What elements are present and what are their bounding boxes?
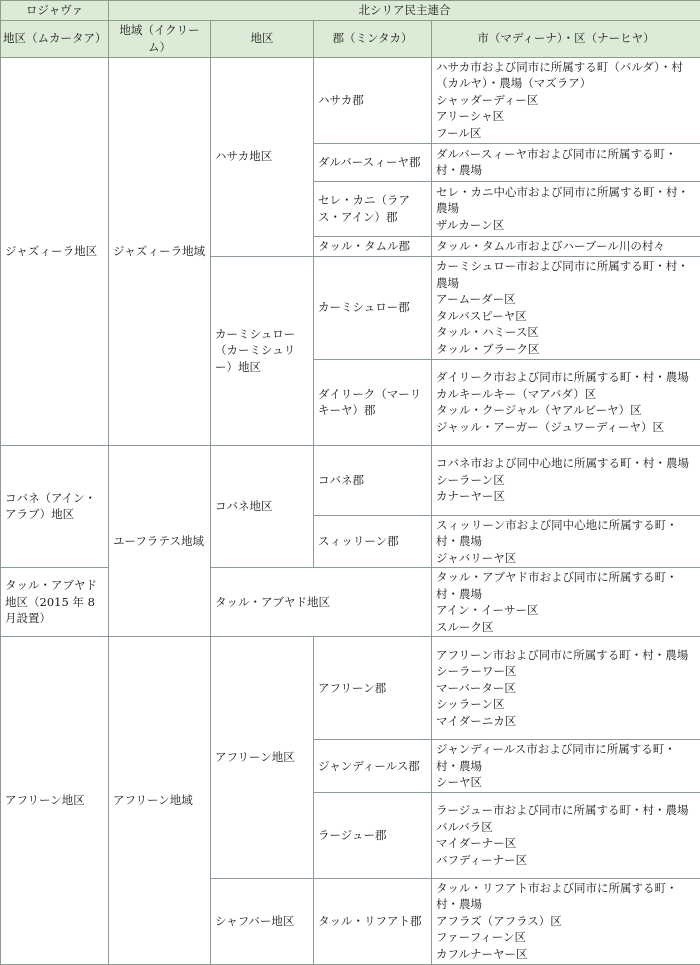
district-shahba: シャフバー地区: [211, 878, 314, 964]
region-jazira: ジャズィーラ地域: [109, 57, 211, 445]
county-tal-tamr: タッル・タムル郡: [314, 236, 432, 256]
city-item: カフルナーヤー区: [436, 946, 696, 963]
county-kobane: コバネ郡: [314, 445, 432, 515]
city-item: スルーク区: [436, 619, 696, 636]
city-item: ジャバリーヤ区: [436, 550, 696, 567]
cities-tal-tamr: [432, 236, 700, 256]
city-item: ダルバースィーヤ市および同市に所属する町・村・農場: [436, 146, 696, 179]
city-item: タッル・リフアト市および同市に所属する町・村・農場: [436, 880, 696, 913]
county-afrin: アフリーン郡: [314, 637, 432, 740]
header-county-mintaqa: 郡（ミンタカ）: [314, 20, 432, 57]
city-item: アフリーン市および同市に所属する町・村・農場: [436, 647, 696, 664]
cities-serekaniye: [432, 181, 700, 236]
city-item: タルバスピーヤ区: [436, 308, 696, 325]
district-afrin: アフリーン地区: [211, 637, 314, 879]
city-item: カーミシュロー市および同市に所属する町・村・農場: [436, 258, 696, 291]
header-region-iklim: 地域（イクリーム）: [109, 20, 211, 57]
district-qamishli: カーミシュロー（カーミシュリー）地区: [211, 256, 314, 445]
city-item: シッラーン区: [436, 696, 696, 713]
city-item: コバネ市および同中心地に所属する町・村・農場: [436, 455, 696, 472]
city-item: ダイリーク市および同市に所属する町・村・農場: [436, 369, 696, 386]
city-item: カナーヤー区: [436, 488, 696, 505]
cities-tal-abyad: [432, 568, 700, 637]
city-item: シーヤ区: [436, 774, 696, 791]
county-derik: ダイリーク（マーリキーヤ）郡: [314, 359, 432, 445]
region-afrin: アフリーン地域: [109, 637, 211, 965]
rojava-district-kobane: コバネ（アイン・アラブ）地区: [1, 445, 109, 568]
table-row: [1, 57, 700, 143]
city-item: ザルカーン区: [436, 217, 696, 234]
cities-tal-rifaat: [432, 878, 700, 964]
header-district-mukataa: 地区（ムカータア）: [1, 20, 109, 57]
city-item: タッル・タムル市およびハーブール川の村々: [436, 238, 696, 255]
city-item: シーラーワー区: [436, 663, 696, 680]
county-darbasiyah: ダルバースィーヤ郡: [314, 143, 432, 181]
city-item: アームーダー区: [436, 291, 696, 308]
cities-derik: [432, 359, 700, 445]
cities-darbasiyah: [432, 143, 700, 181]
city-item: タッル・ブラーク区: [436, 341, 696, 358]
rojava-district-afrin: アフリーン地区: [1, 637, 109, 965]
city-item: スィッリーン市および同中心地に所属する町・村・農場: [436, 517, 696, 550]
district-kobane: コバネ地区: [211, 445, 314, 568]
city-item: フール区: [436, 125, 696, 142]
region-euphrates: ユーフラテス地域: [109, 445, 211, 637]
header-district: 地区: [211, 20, 314, 57]
district-hasaka: ハサカ地区: [211, 57, 314, 256]
city-item: タッル・ハミース区: [436, 324, 696, 341]
cities-qamishli: [432, 256, 700, 359]
header-rojava: ロジャヴァ: [1, 1, 109, 21]
county-jindires: ジャンディールス郡: [314, 740, 432, 793]
city-item: アフラズ（アフラス）区: [436, 913, 696, 930]
city-item: ジャッル・アーガー（ジュワーディーヤ）区: [436, 419, 696, 436]
city-item: シャッダーディー区: [436, 92, 696, 109]
city-item: ハサカ市および同市に所属する町（バルダ）・村（カルヤ）・農場（マズラア）: [436, 59, 696, 92]
cities-rajo: [432, 792, 700, 878]
cities-hasaka: [432, 57, 700, 143]
city-item: タッル・クージャル（ヤアルビーヤ）区: [436, 402, 696, 419]
city-item: シーラーン区: [436, 472, 696, 489]
city-item: カルキールキー（マアバダ）区: [436, 386, 696, 403]
table-row: [1, 637, 700, 740]
city-item: バフディーナー区: [436, 852, 696, 869]
city-item: ファーフィーン区: [436, 929, 696, 946]
city-item: マイダーニカ区: [436, 713, 696, 730]
city-item: バルバラ区: [436, 819, 696, 836]
county-tal-rifaat: タッル・リフアト郡: [314, 878, 432, 964]
table-row: [1, 445, 700, 515]
cities-jindires: [432, 740, 700, 793]
header-row-top: [1, 1, 700, 21]
county-rajo: ラージュー郡: [314, 792, 432, 878]
city-item: ラージュー市および同市に所属する町・村・農場: [436, 802, 696, 819]
cities-afrin: [432, 637, 700, 740]
county-hasaka: ハサカ郡: [314, 57, 432, 143]
cities-sarrin: [432, 515, 700, 568]
city-item: タッル・アブヤド市および同市に所属する町・村・農場: [436, 569, 696, 602]
header-north-syria: 北シリア民主連合: [109, 1, 700, 21]
header-city-subdistrict: 市（マディーナ）・区（ナーヒヤ）: [432, 20, 700, 57]
rojava-district-jazira: ジャズィーラ地区: [1, 57, 109, 445]
district-tal-abyad: タッル・アブヤド地区: [211, 568, 432, 637]
rojava-district-tal-abyad: タッル・アブヤド地区（2015 年 8 月設置）: [1, 568, 109, 637]
city-item: マイダーナー区: [436, 835, 696, 852]
city-item: アリーシャ区: [436, 108, 696, 125]
header-row-columns: [1, 20, 700, 57]
county-qamishli: カーミシュロー郡: [314, 256, 432, 359]
cities-kobane: [432, 445, 700, 515]
city-item: ジャンディールス市および同市に所属する町・村・農場: [436, 741, 696, 774]
county-sarrin: スィッリーン郡: [314, 515, 432, 568]
city-item: マーバーター区: [436, 680, 696, 697]
city-item: アイン・イーサー区: [436, 602, 696, 619]
table-row: [1, 568, 700, 637]
county-serekaniye: セレ・カニ（ラアス・アイン）郡: [314, 181, 432, 236]
city-item: セレ・カニ中心市および同市に所属する町・村・農場: [436, 184, 696, 217]
